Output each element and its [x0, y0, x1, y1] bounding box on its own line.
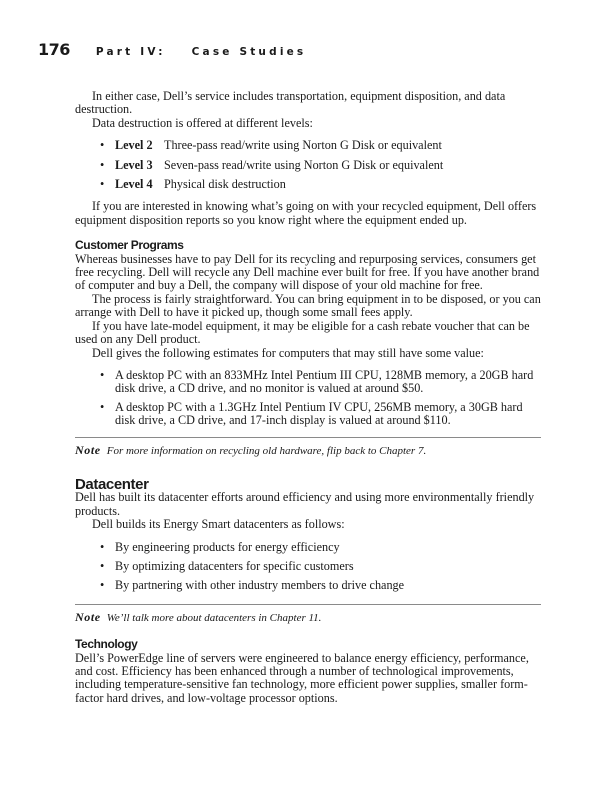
part-title: Case Studies	[191, 46, 307, 58]
list-item	[75, 159, 541, 172]
paragraph: If you are interested in knowing what’s going on with your recycled equipment, Dell offers equipment disposition reports so you know right where the equipment ended up.	[75, 199, 537, 227]
paragraph: Dell’s PowerEdge line of servers were engineered to balance energy efficiency, performance, and cost. Efficiency has been enhanced through a number of technological improvements, including temperature-sensitive fan technology, more efficient power supplies, smaller form-factor hard drives, and low-voltage processor options.	[75, 650, 529, 705]
level-label: Level 4	[115, 177, 153, 192]
level-text: Seven-pass read/write using Norton G Disk or equivalent	[164, 157, 444, 172]
level-text: Three-pass read/write using Norton G Disk or equivalent	[164, 138, 442, 153]
list-item	[75, 139, 541, 152]
section-heading: Datacenter	[75, 475, 149, 493]
note-label: Note	[75, 609, 101, 624]
list-item: • By partnering with other industry members to drive change	[75, 579, 541, 592]
level-text: Physical disk destruction	[164, 177, 286, 192]
running-header	[38, 40, 306, 64]
level-list	[75, 139, 541, 191]
part-label: Part IV:	[95, 46, 166, 58]
note-text: For more information on recycling old hardware, flip back to Chapter 7.	[106, 444, 427, 457]
note	[75, 437, 541, 458]
list-item: • By engineering products for energy efficiency	[75, 541, 541, 554]
paragraph: The process is fairly straightforward. You can bring equipment in to be disposed, or you can arrange with Dell to have it picked up, though some small fees apply.	[75, 291, 541, 320]
note-text: We’ll talk more about datacenters in Chapter 11.	[106, 611, 322, 624]
page-body	[75, 90, 541, 705]
paragraph: Dell gives the following estimates for computers that may still have some value:	[92, 345, 484, 360]
level-label: Level 2	[115, 138, 153, 153]
paragraph: Dell has built its datacenter efforts around efficiency and using more environmentally friendly products.	[75, 490, 535, 518]
value-list	[75, 369, 541, 428]
paragraph: Data destruction is offered at different levels:	[92, 115, 313, 130]
level-label: Level 3	[115, 157, 153, 172]
note-label: Note	[75, 442, 101, 457]
page-number: 176	[38, 40, 70, 59]
list-item	[75, 178, 541, 191]
list-item: • A desktop PC with an 833MHz Intel Pentium III CPU, 128MB memory, a 20GB hard disk drive, a CD drive, and no monitor is valued at around $50.	[75, 369, 541, 396]
list-item: • By optimizing datacenters for specific customers	[75, 560, 541, 573]
note	[75, 604, 541, 625]
section-heading: Customer Programs	[75, 238, 184, 253]
paragraph: Whereas businesses have to pay Dell for its recycling and repurposing services, consumers get free recycling. Dell will recycle any Dell machine ever built for free. If you have another brand of computer and buy a Dell, the company will dispose of your old machine for free.	[75, 251, 540, 293]
paragraph: Dell builds its Energy Smart datacenters as follows:	[92, 517, 345, 532]
datacenter-list	[75, 541, 541, 593]
list-item: • A desktop PC with a 1.3GHz Intel Pentium IV CPU, 256MB memory, a 30GB hard disk drive, a CD drive, and 17-inch display is valued at around $110.	[75, 401, 541, 428]
paragraph: If you have late-model equipment, it may be eligible for a cash rebate voucher that can be used on any Dell product.	[75, 318, 530, 347]
paragraph: In either case, Dell’s service includes transportation, equipment disposition, and data destruction.	[75, 89, 506, 117]
section-heading: Technology	[75, 637, 138, 652]
